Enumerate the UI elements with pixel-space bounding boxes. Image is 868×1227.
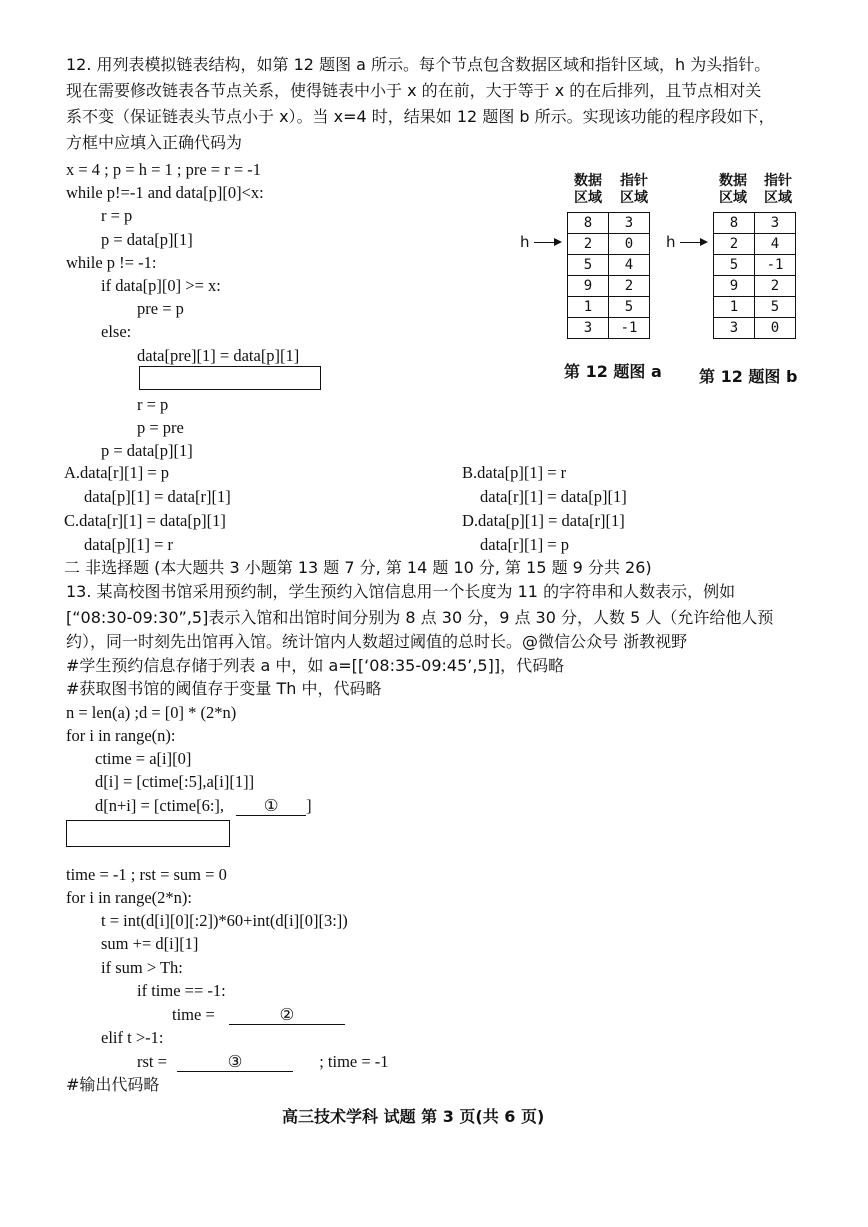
q12-code-line: r = p — [137, 395, 169, 414]
q12-code-line: else: — [101, 322, 132, 341]
fig-a-pointer-cell: 0 — [609, 234, 650, 255]
q12-code-line: p = pre — [137, 418, 184, 437]
q13-code-line: if time == -1: — [137, 981, 226, 1000]
q12-intro-line-3: 系不变（保证链表头节点小于 x）。当 x=4 时，结果如 12 题图 b 所示。实现该功能的程序段如下， — [66, 107, 775, 126]
fig-a-table — [567, 212, 650, 339]
blank-3[interactable]: ③ — [177, 1053, 293, 1072]
q13-code-line: sum += d[i][1] — [101, 934, 199, 953]
q13-comment-output: #输出代码略 — [66, 1075, 160, 1094]
q13-code-line — [172, 1004, 345, 1026]
fig-b-row — [714, 213, 796, 234]
q13-code-text: rst = — [137, 1052, 167, 1071]
q12-intro-line-1: 12. 用列表模拟链表结构，如第 12 题图 a 所示。每个节点包含数据区域和指针区域，h 为头指针。 — [66, 55, 771, 74]
bracket-close: ] — [306, 796, 312, 815]
q13-code-line: for i in range(n): — [66, 726, 176, 745]
fig-a-data-cell: 9 — [568, 276, 609, 297]
fig-b-header-data: 数据 区域 — [719, 173, 747, 206]
q13-code-line: for i in range(2*n): — [66, 888, 192, 907]
q13-code-line: t = int(d[i][0][:2])*60+int(d[i][0][3:]) — [101, 911, 348, 930]
option-b-line-2: data[r][1] = data[p][1] — [480, 487, 627, 506]
q13-code-line: ctime = a[i][0] — [95, 749, 192, 768]
arrow-right-icon — [680, 242, 706, 243]
fig-b-caption: 第 12 题图 b — [699, 367, 798, 386]
fig-a-header-pointer: 指针 区域 — [620, 173, 648, 206]
section-2-heading: 二 非选择题 (本大题共 3 小题第 13 题 7 分, 第 14 题 10 分, 第 15 题 9 分共 26) — [64, 558, 652, 577]
q12-code-line: data[pre][1] = data[p][1] — [137, 346, 300, 365]
fig-b-data-cell: 2 — [714, 234, 755, 255]
option-d[interactable]: D.data[p][1] = data[r][1] — [462, 511, 625, 530]
q13-code-line — [137, 1051, 389, 1073]
q13-code-text: ; time = -1 — [319, 1052, 389, 1071]
q12-code-line: p = data[p][1] — [101, 230, 193, 249]
q12-answer-box[interactable] — [139, 366, 321, 390]
fig-b-head-pointer: h — [666, 233, 706, 251]
fig-a-row — [568, 213, 650, 234]
fig-b-pointer-cell: 2 — [755, 276, 796, 297]
fig-b-data-cell: 5 — [714, 255, 755, 276]
q13-code-line: time = -1 ; rst = sum = 0 — [66, 865, 227, 884]
option-c-line-2: data[p][1] = r — [84, 535, 174, 554]
fig-a-data-cell: 1 — [568, 297, 609, 318]
q12-intro-line-4: 方框中应填入正确代码为 — [66, 133, 243, 152]
fig-b-data-cell: 3 — [714, 318, 755, 339]
fig-a-pointer-cell: -1 — [609, 318, 650, 339]
fig-b-data-cell: 8 — [714, 213, 755, 234]
q12-intro-line-2: 现在需要修改链表各节点关系，使得链表中小于 x 的在前，大于等于 x 的在后排列，且节点相对关 — [66, 81, 762, 100]
fig-a-row — [568, 276, 650, 297]
arrow-right-icon — [534, 242, 560, 243]
q13-intro-line-3: 约），同一时刻先出馆再入馆。统计馆内人数超过阈值的总时长。@微信公众号 浙教视野 — [66, 632, 688, 651]
fig-b-pointer-cell: 0 — [755, 318, 796, 339]
fig-b-row — [714, 255, 796, 276]
fig-a-row — [568, 234, 650, 255]
q13-intro-line-1: 13. 某高校图书馆采用预约制，学生预约入馆信息用一个长度为 11 的字符串和人数表示，例如 — [66, 582, 736, 601]
fig-a-data-cell: 2 — [568, 234, 609, 255]
q12-code-line: while p != -1: — [66, 253, 157, 272]
q13-code-line: if sum > Th: — [101, 958, 183, 977]
option-b[interactable]: B.data[p][1] = r — [462, 463, 567, 482]
q12-code-line: r = p — [101, 206, 133, 225]
fig-b-pointer-cell: -1 — [755, 255, 796, 276]
fig-a-data-cell: 3 — [568, 318, 609, 339]
q13-comment-line-2: #获取图书馆的阈值存于变量 Th 中，代码略 — [66, 679, 382, 698]
fig-a-pointer-cell: 2 — [609, 276, 650, 297]
q13-code-line — [95, 795, 312, 817]
q13-code-line: n = len(a) ;d = [0] * (2*n) — [66, 703, 237, 722]
option-a-line-2: data[p][1] = data[r][1] — [84, 487, 231, 506]
fig-b-row — [714, 297, 796, 318]
fig-a-header-data: 数据 区域 — [574, 173, 602, 206]
fig-a-row — [568, 255, 650, 276]
q13-intro-line-2: [“08:30-09:30”,5]表示入馆和出馆时间分别为 8 点 30 分，9 点 30 分，人数 5 人（允许给他人预 — [66, 608, 774, 627]
q12-code-line: x = 4 ; p = h = 1 ; pre = r = -1 — [66, 160, 262, 179]
q13-comment-line-1: #学生预约信息存储于列表 a 中，如 a=[[‘08:35-09:45’,5]]，代码略 — [66, 656, 565, 675]
q13-code-line: elif t >-1: — [101, 1028, 164, 1047]
fig-a-pointer-cell: 4 — [609, 255, 650, 276]
q12-code-line: if data[p][0] >= x: — [101, 276, 221, 295]
fig-a-caption: 第 12 题图 a — [564, 362, 662, 381]
blank-2[interactable]: ② — [229, 1006, 345, 1025]
option-c[interactable]: C.data[r][1] = data[p][1] — [64, 511, 226, 530]
fig-a-pointer-cell: 3 — [609, 213, 650, 234]
fig-a-data-cell: 8 — [568, 213, 609, 234]
fig-a-pointer-cell: 5 — [609, 297, 650, 318]
q13-code-text: d[n+i] = [ctime[6:], — [95, 796, 225, 815]
option-d-line-2: data[r][1] = p — [480, 535, 570, 554]
q12-code-line: while p!=-1 and data[p][0]<x: — [66, 183, 264, 202]
q12-code-line: pre = p — [137, 299, 184, 318]
fig-b-row — [714, 234, 796, 255]
blank-1[interactable]: ① — [236, 797, 306, 816]
fig-a-head-pointer: h — [520, 233, 560, 251]
fig-b-data-cell: 1 — [714, 297, 755, 318]
page-footer: 高三技术学科 试题 第 3 页(共 6 页) — [282, 1107, 545, 1126]
fig-b-row — [714, 276, 796, 297]
q13-code-line: d[i] = [ctime[:5],a[i][1]] — [95, 772, 255, 791]
fig-b-pointer-cell: 4 — [755, 234, 796, 255]
fig-b-table — [713, 212, 796, 339]
fig-a-row — [568, 318, 650, 339]
q13-answer-box[interactable] — [66, 820, 230, 847]
q12-code-line: p = data[p][1] — [101, 441, 193, 460]
fig-a-row — [568, 297, 650, 318]
fig-b-row — [714, 318, 796, 339]
option-a[interactable]: A.data[r][1] = p — [64, 463, 170, 482]
q13-code-text: time = — [172, 1005, 215, 1024]
fig-a-data-cell: 5 — [568, 255, 609, 276]
fig-b-header-pointer: 指针 区域 — [764, 173, 792, 206]
fig-b-pointer-cell: 3 — [755, 213, 796, 234]
fig-b-data-cell: 9 — [714, 276, 755, 297]
fig-b-pointer-cell: 5 — [755, 297, 796, 318]
